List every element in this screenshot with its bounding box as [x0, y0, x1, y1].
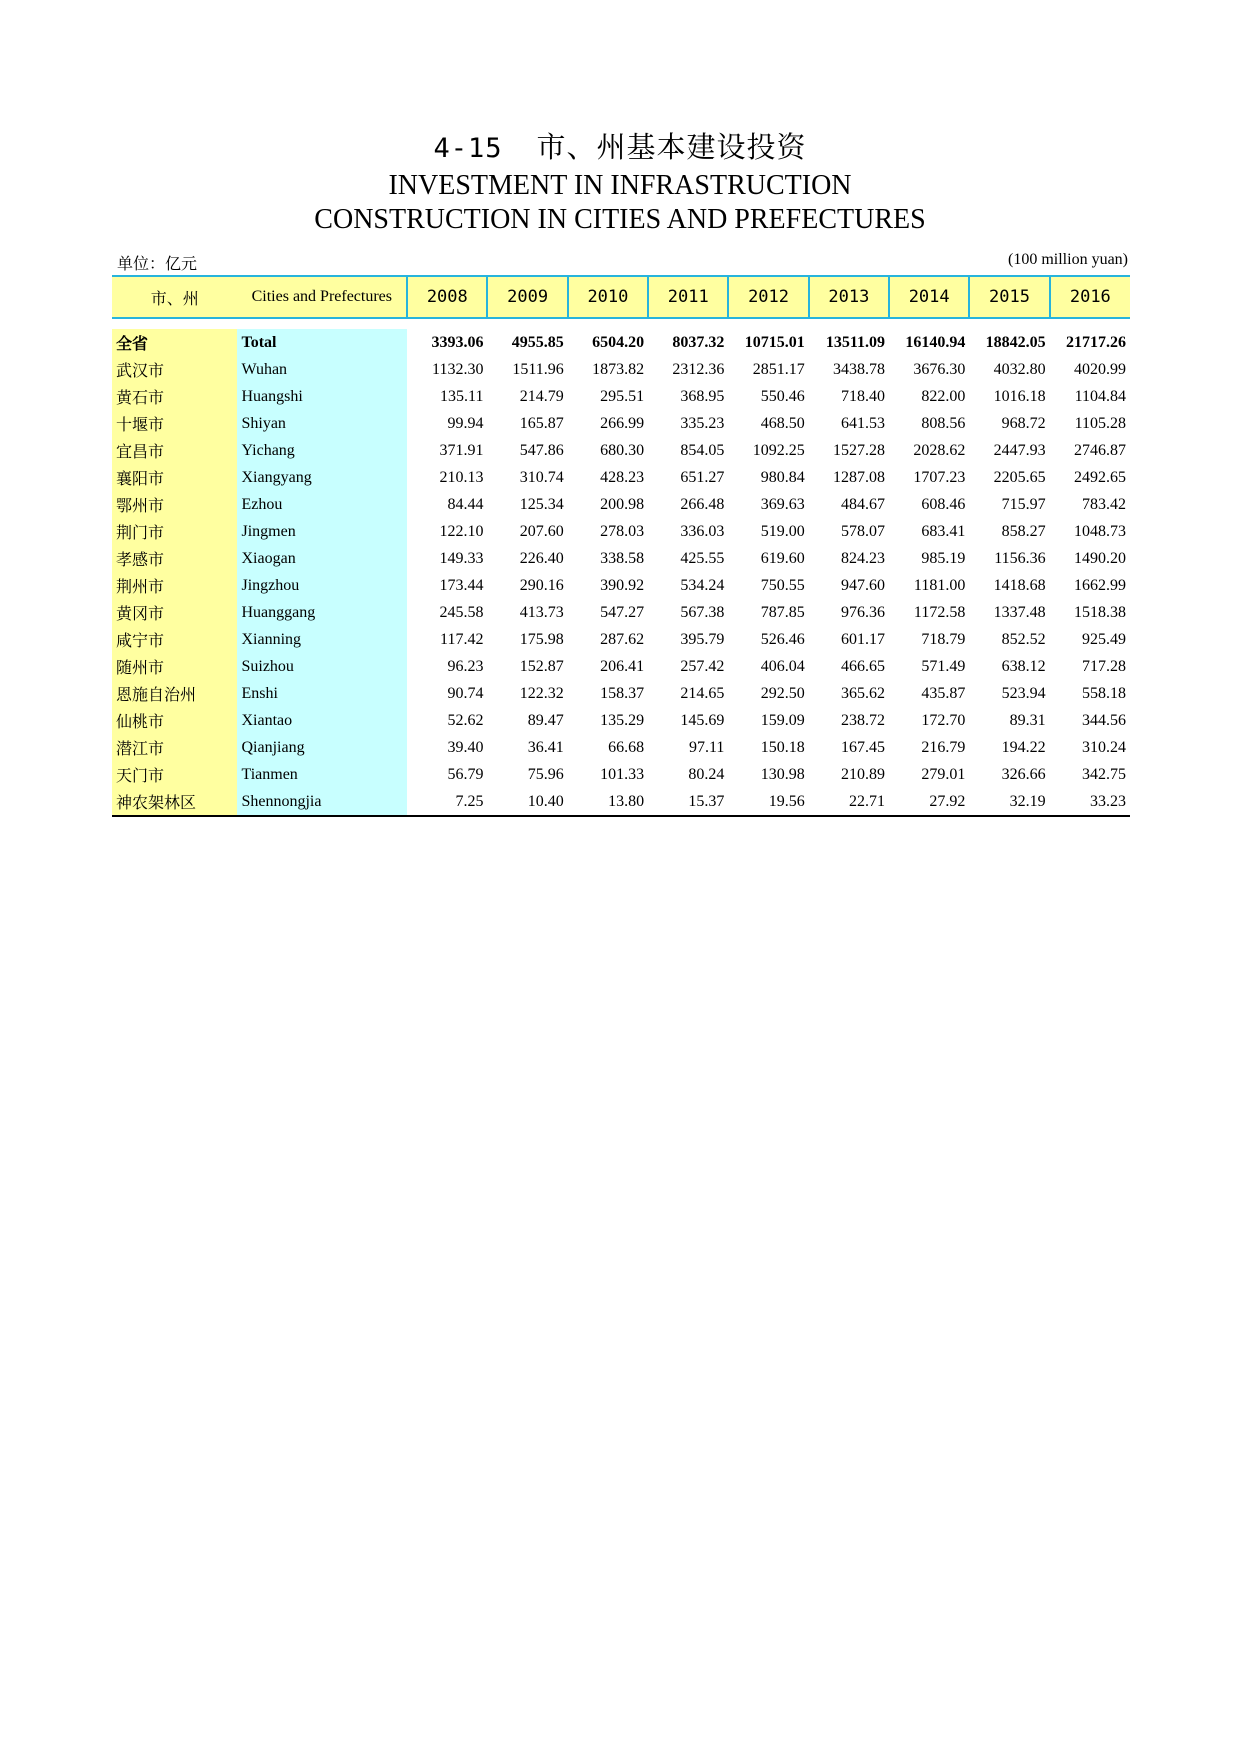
- value-cell: 947.60: [841, 576, 886, 594]
- row-english-name: Shiyan: [237, 410, 407, 437]
- value-cell: 206.41: [600, 657, 645, 675]
- header-year: 2011: [648, 276, 728, 318]
- value-cell: 36.41: [527, 738, 564, 756]
- row-chinese-name: 宜昌市: [112, 437, 237, 464]
- value-cell: 342.75: [1082, 765, 1126, 783]
- value-cell: 718.40: [841, 387, 886, 405]
- value-cell: 641.53: [841, 414, 886, 432]
- title-chinese-line: [0, 128, 1240, 169]
- value-cell: 858.27: [1001, 522, 1046, 540]
- value-cell: 99.94: [447, 414, 484, 432]
- value-cell: 266.99: [600, 414, 645, 432]
- value-cell: 210.13: [439, 468, 484, 486]
- table-row: [112, 572, 1130, 599]
- unit-chinese: 单位：亿元: [117, 256, 198, 273]
- value-cell: 526.46: [760, 630, 805, 648]
- value-cell: 1172.58: [913, 603, 966, 621]
- value-cell: 2447.93: [993, 441, 1046, 459]
- value-cell: 33.23: [1050, 788, 1130, 816]
- value-cell: 336.03: [680, 522, 725, 540]
- value-cell: 39.40: [447, 738, 484, 756]
- value-cell: 10.40: [487, 788, 567, 816]
- value-cell: 214.79: [519, 387, 564, 405]
- value-cell: 16140.94: [905, 333, 966, 351]
- row-chinese-name: 潜江市: [112, 734, 237, 761]
- row-chinese-name: 黄石市: [112, 383, 237, 410]
- table-row: [112, 410, 1130, 437]
- title-chinese: 市、州基本建设投资: [536, 132, 807, 164]
- value-cell: 925.49: [1082, 630, 1126, 648]
- value-cell: 2205.65: [993, 468, 1046, 486]
- value-cell: 89.31: [1009, 711, 1046, 729]
- value-cell: 852.52: [1001, 630, 1046, 648]
- row-chinese-name: 十堰市: [112, 410, 237, 437]
- value-cell: 101.33: [600, 765, 645, 783]
- header-year: 2014: [889, 276, 969, 318]
- value-cell: 122.32: [519, 684, 564, 702]
- value-cell: 159.09: [760, 711, 805, 729]
- table-header-row: [112, 276, 1130, 318]
- value-cell: 1490.20: [1074, 549, 1126, 567]
- value-cell: 3393.06: [431, 333, 484, 351]
- row-english-name: Jingzhou: [237, 572, 407, 599]
- value-cell: 783.42: [1082, 495, 1126, 513]
- value-cell: 718.79: [921, 630, 966, 648]
- value-cell: 287.62: [600, 630, 645, 648]
- header-chinese-label: 市、州: [112, 276, 237, 318]
- value-cell: 425.55: [680, 549, 725, 567]
- value-cell: 750.55: [760, 576, 805, 594]
- value-cell: 985.19: [921, 549, 966, 567]
- value-cell: 18842.05: [985, 333, 1046, 351]
- row-chinese-name: 孝感市: [112, 545, 237, 572]
- value-cell: 7.25: [407, 788, 487, 816]
- row-english-name: Xiaogan: [237, 545, 407, 572]
- row-chinese-name: 随州市: [112, 653, 237, 680]
- value-cell: 238.72: [841, 711, 886, 729]
- investment-table: [112, 275, 1130, 817]
- value-cell: 822.00: [921, 387, 966, 405]
- table-row: [112, 680, 1130, 707]
- value-cell: 1337.48: [993, 603, 1046, 621]
- value-cell: 651.27: [680, 468, 725, 486]
- value-cell: 84.44: [447, 495, 484, 513]
- value-cell: 547.27: [600, 603, 645, 621]
- value-cell: 1104.84: [1074, 387, 1126, 405]
- value-cell: 22.71: [809, 788, 889, 816]
- value-cell: 1511.96: [512, 360, 564, 378]
- value-cell: 715.97: [1001, 495, 1046, 513]
- table-row: [112, 491, 1130, 518]
- value-cell: 290.16: [519, 576, 564, 594]
- row-chinese-name: 荆门市: [112, 518, 237, 545]
- value-cell: 519.00: [760, 522, 805, 540]
- header-year: 2008: [407, 276, 487, 318]
- value-cell: 90.74: [447, 684, 484, 702]
- value-cell: 56.79: [447, 765, 484, 783]
- value-cell: 173.44: [439, 576, 484, 594]
- value-cell: 27.92: [889, 788, 969, 816]
- value-cell: 976.36: [841, 603, 886, 621]
- value-cell: 2746.87: [1074, 441, 1126, 459]
- value-cell: 295.51: [600, 387, 645, 405]
- row-english-name: Jingmen: [237, 518, 407, 545]
- value-cell: 1518.38: [1074, 603, 1126, 621]
- value-cell: 15.37: [648, 788, 728, 816]
- value-cell: 97.11: [688, 738, 725, 756]
- value-cell: 135.29: [600, 711, 645, 729]
- value-cell: 175.98: [519, 630, 564, 648]
- value-cell: 167.45: [841, 738, 886, 756]
- value-cell: 787.85: [760, 603, 805, 621]
- value-cell: 854.05: [680, 441, 725, 459]
- row-chinese-name: 咸宁市: [112, 626, 237, 653]
- value-cell: 80.24: [688, 765, 725, 783]
- value-cell: 10715.01: [744, 333, 805, 351]
- row-chinese-name: 天门市: [112, 761, 237, 788]
- value-cell: 1873.82: [592, 360, 645, 378]
- value-cell: 200.98: [600, 495, 645, 513]
- header-year: 2012: [728, 276, 808, 318]
- table-row: [112, 383, 1130, 410]
- value-cell: 2851.17: [752, 360, 805, 378]
- value-cell: 683.41: [921, 522, 966, 540]
- value-cell: 1287.08: [833, 468, 886, 486]
- header-year: 2009: [487, 276, 567, 318]
- value-cell: 52.62: [447, 711, 484, 729]
- value-cell: 608.46: [921, 495, 966, 513]
- value-cell: 1156.36: [994, 549, 1046, 567]
- value-cell: 4020.99: [1074, 360, 1126, 378]
- value-cell: 547.86: [519, 441, 564, 459]
- row-chinese-name: 全省: [112, 329, 237, 356]
- value-cell: 980.84: [760, 468, 805, 486]
- value-cell: 523.94: [1001, 684, 1046, 702]
- value-cell: 717.28: [1082, 657, 1126, 675]
- value-cell: 226.40: [519, 549, 564, 567]
- value-cell: 638.12: [1001, 657, 1046, 675]
- row-english-name: Xiangyang: [237, 464, 407, 491]
- value-cell: 1181.00: [913, 576, 966, 594]
- value-cell: 13511.09: [825, 333, 886, 351]
- row-chinese-name: 神农架林区: [112, 788, 237, 816]
- table-row: [112, 356, 1130, 383]
- value-cell: 13.80: [568, 788, 648, 816]
- value-cell: 89.47: [527, 711, 564, 729]
- row-english-name: Huanggang: [237, 599, 407, 626]
- value-cell: 150.18: [760, 738, 805, 756]
- table-row: [112, 653, 1130, 680]
- value-cell: 968.72: [1001, 414, 1046, 432]
- value-cell: 567.38: [680, 603, 725, 621]
- table-row-total: [112, 329, 1130, 356]
- value-cell: 2028.62: [913, 441, 966, 459]
- row-english-name: Tianmen: [237, 761, 407, 788]
- value-cell: 266.48: [680, 495, 725, 513]
- row-chinese-name: 仙桃市: [112, 707, 237, 734]
- value-cell: 435.87: [921, 684, 966, 702]
- value-cell: 558.18: [1082, 684, 1126, 702]
- unit-row: [112, 251, 1130, 273]
- value-cell: 395.79: [680, 630, 725, 648]
- value-cell: 278.03: [600, 522, 645, 540]
- value-cell: 96.23: [447, 657, 484, 675]
- row-english-name: Total: [237, 329, 407, 356]
- value-cell: 165.87: [519, 414, 564, 432]
- value-cell: 344.56: [1082, 711, 1126, 729]
- row-english-name: Xianning: [237, 626, 407, 653]
- value-cell: 1016.18: [993, 387, 1046, 405]
- value-cell: 245.58: [439, 603, 484, 621]
- value-cell: 601.17: [841, 630, 886, 648]
- row-chinese-name: 武汉市: [112, 356, 237, 383]
- value-cell: 130.98: [760, 765, 805, 783]
- row-chinese-name: 黄冈市: [112, 599, 237, 626]
- value-cell: 21717.26: [1066, 333, 1126, 351]
- value-cell: 466.65: [841, 657, 886, 675]
- value-cell: 578.07: [841, 522, 886, 540]
- value-cell: 2492.65: [1074, 468, 1126, 486]
- value-cell: 19.56: [728, 788, 808, 816]
- value-cell: 66.68: [608, 738, 645, 756]
- value-cell: 406.04: [760, 657, 805, 675]
- value-cell: 571.49: [921, 657, 966, 675]
- value-cell: 32.19: [969, 788, 1049, 816]
- value-cell: 117.42: [440, 630, 484, 648]
- value-cell: 335.23: [680, 414, 725, 432]
- value-cell: 1048.73: [1074, 522, 1126, 540]
- title-english-line-1: INVESTMENT IN INFRASTRUCTION: [388, 170, 852, 201]
- value-cell: 3676.30: [913, 360, 966, 378]
- value-cell: 808.56: [921, 414, 966, 432]
- unit-english: (100 million yuan): [1008, 251, 1128, 268]
- row-english-name: Enshi: [237, 680, 407, 707]
- value-cell: 1707.23: [913, 468, 966, 486]
- table-row: [112, 761, 1130, 788]
- row-chinese-name: 荆州市: [112, 572, 237, 599]
- row-chinese-name: 恩施自治州: [112, 680, 237, 707]
- value-cell: 326.66: [1001, 765, 1046, 783]
- row-english-name: Ezhou: [237, 491, 407, 518]
- table-row: [112, 464, 1130, 491]
- value-cell: 210.89: [841, 765, 886, 783]
- value-cell: 2312.36: [672, 360, 725, 378]
- table-body: [112, 318, 1130, 816]
- value-cell: 257.42: [680, 657, 725, 675]
- value-cell: 468.50: [760, 414, 805, 432]
- value-cell: 158.37: [600, 684, 645, 702]
- table-row: [112, 626, 1130, 653]
- value-cell: 1662.99: [1074, 576, 1126, 594]
- value-cell: 194.22: [1001, 738, 1046, 756]
- row-english-name: Xiantao: [237, 707, 407, 734]
- header-year: 2010: [568, 276, 648, 318]
- row-english-name: Shennongjia: [237, 788, 407, 816]
- value-cell: 1418.68: [993, 576, 1046, 594]
- table-row: [112, 437, 1130, 464]
- value-cell: 149.33: [439, 549, 484, 567]
- value-cell: 390.92: [600, 576, 645, 594]
- row-english-name: Wuhan: [237, 356, 407, 383]
- table-row: [112, 788, 1130, 816]
- value-cell: 216.79: [921, 738, 966, 756]
- table-row: [112, 518, 1130, 545]
- row-chinese-name: 襄阳市: [112, 464, 237, 491]
- value-cell: 310.74: [519, 468, 564, 486]
- value-cell: 214.65: [680, 684, 725, 702]
- value-cell: 1132.30: [432, 360, 484, 378]
- table-number: 4-15: [433, 133, 503, 164]
- row-english-name: Yichang: [237, 437, 407, 464]
- value-cell: 365.62: [841, 684, 886, 702]
- value-cell: 338.58: [600, 549, 645, 567]
- row-english-name: Qianjiang: [237, 734, 407, 761]
- header-english-label: Cities and Prefectures: [237, 276, 407, 318]
- value-cell: 8037.32: [672, 333, 725, 351]
- value-cell: 125.34: [519, 495, 564, 513]
- value-cell: 534.24: [680, 576, 725, 594]
- title-english-line-2: CONSTRUCTION IN CITIES AND PREFECTURES: [314, 204, 926, 235]
- value-cell: 1092.25: [752, 441, 805, 459]
- value-cell: 6504.20: [592, 333, 645, 351]
- value-cell: 484.67: [841, 495, 886, 513]
- value-cell: 413.73: [519, 603, 564, 621]
- value-cell: 279.01: [921, 765, 966, 783]
- value-cell: 428.23: [600, 468, 645, 486]
- header-year: 2013: [809, 276, 889, 318]
- value-cell: 680.30: [600, 441, 645, 459]
- header-year: 2016: [1050, 276, 1130, 318]
- value-cell: 3438.78: [833, 360, 886, 378]
- value-cell: 1105.28: [1074, 414, 1126, 432]
- value-cell: 368.95: [680, 387, 725, 405]
- header-spacer-row: [112, 318, 1130, 329]
- value-cell: 4032.80: [993, 360, 1046, 378]
- value-cell: 292.50: [760, 684, 805, 702]
- value-cell: 135.11: [440, 387, 484, 405]
- value-cell: 152.87: [519, 657, 564, 675]
- table-row: [112, 707, 1130, 734]
- value-cell: 310.24: [1082, 738, 1126, 756]
- header-year: 2015: [969, 276, 1049, 318]
- row-chinese-name: 鄂州市: [112, 491, 237, 518]
- value-cell: 824.23: [841, 549, 886, 567]
- title-block: [0, 128, 1240, 237]
- table-row: [112, 599, 1130, 626]
- value-cell: 122.10: [439, 522, 484, 540]
- value-cell: 75.96: [527, 765, 564, 783]
- row-english-name: Suizhou: [237, 653, 407, 680]
- value-cell: 371.91: [439, 441, 484, 459]
- value-cell: 619.60: [760, 549, 805, 567]
- table-row: [112, 734, 1130, 761]
- value-cell: 1527.28: [833, 441, 886, 459]
- value-cell: 172.70: [921, 711, 966, 729]
- table-row: [112, 545, 1130, 572]
- value-cell: 207.60: [519, 522, 564, 540]
- value-cell: 145.69: [680, 711, 725, 729]
- value-cell: 369.63: [760, 495, 805, 513]
- value-cell: 550.46: [760, 387, 805, 405]
- row-english-name: Huangshi: [237, 383, 407, 410]
- value-cell: 4955.85: [511, 333, 564, 351]
